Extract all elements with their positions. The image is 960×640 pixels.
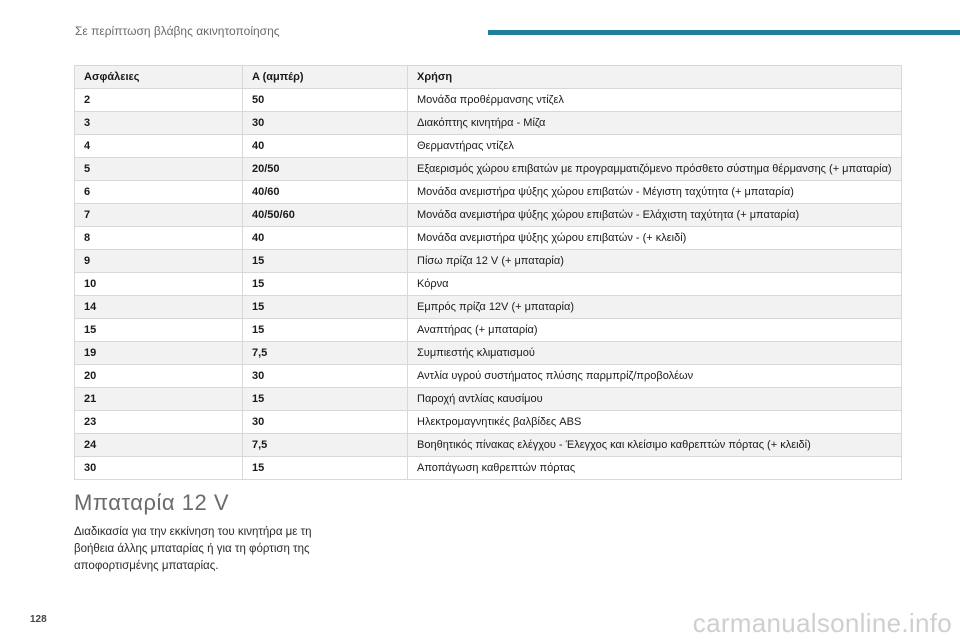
fuse-number-cell: 3 [75, 112, 243, 135]
fuse-number-cell: 7 [75, 204, 243, 227]
table-row [75, 89, 902, 112]
amperage-cell: 15 [243, 457, 408, 480]
amperage-cell: 40/60 [243, 181, 408, 204]
amperage-cell: 20/50 [243, 158, 408, 181]
section-header-label: Σε περίπτωση βλάβης ακινητοποίησης [75, 24, 280, 38]
table-row [75, 365, 902, 388]
fuse-number-cell: 4 [75, 135, 243, 158]
column-header-fuses: Ασφάλειες [75, 66, 243, 89]
fuse-table [74, 65, 902, 480]
table-row [75, 411, 902, 434]
usage-cell: Εμπρός πρίζα 12V (+ μπαταρία) [408, 296, 902, 319]
table-header-row [75, 66, 902, 89]
usage-cell: Συμπιεστής κλιματισμού [408, 342, 902, 365]
usage-cell: Βοηθητικός πίνακας ελέγχου - Έλεγχος και κλείσιμο καθρεπτών πόρτας (+ κλειδί) [408, 434, 902, 457]
header-accent-bar [488, 30, 960, 35]
fuse-number-cell: 6 [75, 181, 243, 204]
fuse-number-cell: 23 [75, 411, 243, 434]
amperage-cell: 30 [243, 365, 408, 388]
fuse-number-cell: 9 [75, 250, 243, 273]
fuse-number-cell: 2 [75, 89, 243, 112]
battery-section-title: Μπαταρία 12 V [74, 490, 229, 515]
usage-cell: Μονάδα ανεμιστήρα ψύξης χώρου επιβατών - Μέγιστη ταχύτητα (+ μπαταρία) [408, 181, 902, 204]
page-number: 128 [30, 614, 47, 625]
amperage-cell: 7,5 [243, 342, 408, 365]
amperage-cell: 30 [243, 411, 408, 434]
amperage-cell: 15 [243, 273, 408, 296]
usage-cell: Αντλία υγρού συστήματος πλύσης παρμπρίζ/προβολέων [408, 365, 902, 388]
watermark-text: carmanualsonline.info [692, 608, 952, 638]
usage-cell: Μονάδα προθέρμανσης ντίζελ [408, 89, 902, 112]
table-row [75, 388, 902, 411]
usage-cell: Διακόπτης κινητήρα - Μίζα [408, 112, 902, 135]
usage-cell: Μονάδα ανεμιστήρα ψύξης χώρου επιβατών - Ελάχιστη ταχύτητα (+ μπαταρία) [408, 204, 902, 227]
amperage-cell: 40 [243, 227, 408, 250]
battery-section-body: Διαδικασία για την εκκίνηση του κινητήρα με τη βοήθεια άλλης μπαταρίας ή για τη φόρτιση της αποφορτισμένης μπαταρίας. [74, 526, 312, 572]
table-row [75, 158, 902, 181]
fuse-number-cell: 20 [75, 365, 243, 388]
usage-cell: Θερμαντήρας ντίζελ [408, 135, 902, 158]
usage-cell: Παροχή αντλίας καυσίμου [408, 388, 902, 411]
table-row [75, 434, 902, 457]
amperage-cell: 7,5 [243, 434, 408, 457]
table-row [75, 204, 902, 227]
table-row [75, 457, 902, 480]
usage-cell: Κόρνα [408, 273, 902, 296]
fuse-number-cell: 24 [75, 434, 243, 457]
amperage-cell: 15 [243, 250, 408, 273]
usage-cell: Πίσω πρίζα 12 V (+ μπαταρία) [408, 250, 902, 273]
table-row [75, 135, 902, 158]
amperage-cell: 40/50/60 [243, 204, 408, 227]
fuse-number-cell: 8 [75, 227, 243, 250]
column-header-amps: A (αμπέρ) [243, 66, 408, 89]
amperage-cell: 40 [243, 135, 408, 158]
table-row [75, 112, 902, 135]
fuse-number-cell: 21 [75, 388, 243, 411]
table-row [75, 181, 902, 204]
usage-cell: Ηλεκτρομαγνητικές βαλβίδες ABS [408, 411, 902, 434]
usage-cell: Αποπάγωση καθρεπτών πόρτας [408, 457, 902, 480]
table-row [75, 273, 902, 296]
usage-cell: Μονάδα ανεμιστήρα ψύξης χώρου επιβατών - (+ κλειδί) [408, 227, 902, 250]
amperage-cell: 15 [243, 296, 408, 319]
fuse-number-cell: 19 [75, 342, 243, 365]
table-row [75, 296, 902, 319]
amperage-cell: 30 [243, 112, 408, 135]
amperage-cell: 50 [243, 89, 408, 112]
table-row [75, 227, 902, 250]
fuse-number-cell: 14 [75, 296, 243, 319]
fuse-number-cell: 30 [75, 457, 243, 480]
table-row [75, 250, 902, 273]
table-row [75, 342, 902, 365]
fuse-number-cell: 15 [75, 319, 243, 342]
amperage-cell: 15 [243, 388, 408, 411]
fuse-table-body [75, 89, 902, 480]
usage-cell: Αναπτήρας (+ μπαταρία) [408, 319, 902, 342]
amperage-cell: 15 [243, 319, 408, 342]
fuse-number-cell: 10 [75, 273, 243, 296]
column-header-usage: Χρήση [408, 66, 902, 89]
table-row [75, 319, 902, 342]
fuse-number-cell: 5 [75, 158, 243, 181]
usage-cell: Εξαερισμός χώρου επιβατών με προγραμματιζόμενο πρόσθετο σύστημα θέρμανσης (+ μπαταρία) [408, 158, 902, 181]
